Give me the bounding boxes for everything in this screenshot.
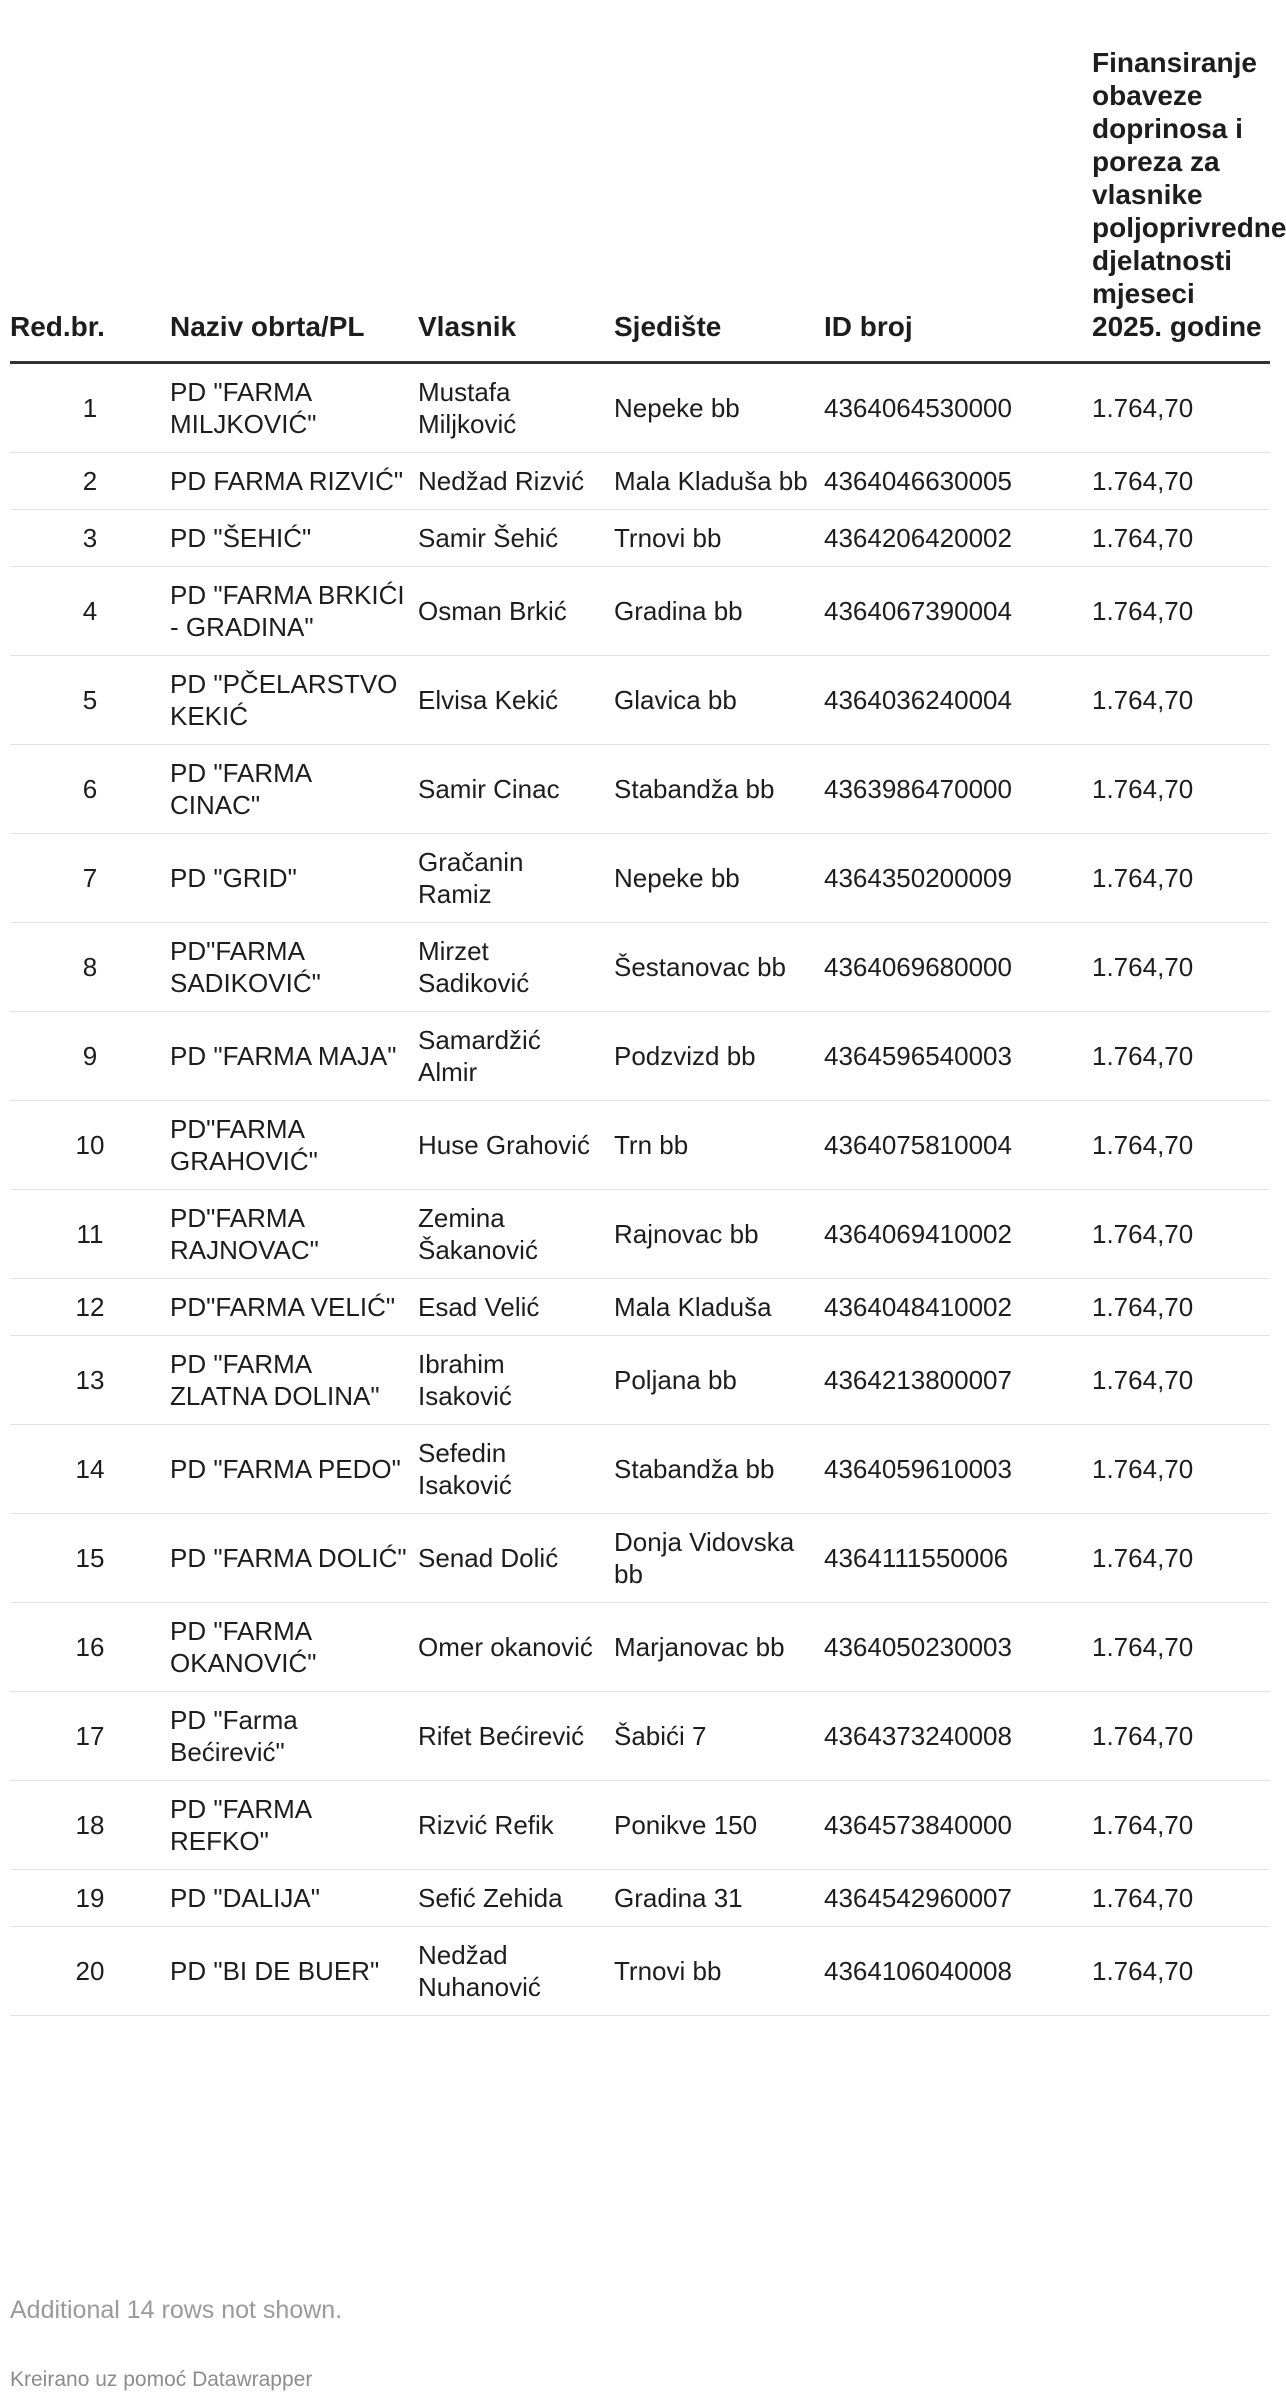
cell-id-broj: 4364059610003 (824, 1425, 1092, 1514)
cell-red-br: 14 (10, 1425, 170, 1514)
cell-naziv: PD "FARMA MILJKOVIĆ" (170, 363, 418, 453)
cell-vlasnik: Rifet Bećirević (418, 1692, 614, 1781)
cell-iznos: 1.764,70 (1092, 1190, 1270, 1279)
cell-naziv: PD "Farma Bećirević" (170, 1692, 418, 1781)
cell-red-br: 3 (10, 510, 170, 567)
table-row (10, 1692, 1270, 1781)
table-row (10, 1781, 1270, 1870)
cell-id-broj: 4364067390004 (824, 567, 1092, 656)
table-row (10, 510, 1270, 567)
table-row (10, 834, 1270, 923)
header-row (10, 0, 1270, 363)
cell-red-br: 1 (10, 363, 170, 453)
cell-red-br: 19 (10, 1870, 170, 1927)
table-row (10, 1425, 1270, 1514)
header-naziv[interactable]: Naziv obrta/PL (170, 0, 418, 363)
cell-vlasnik: Zemina Šakanović (418, 1190, 614, 1279)
table-row (10, 1190, 1270, 1279)
cell-naziv: PD "DALIJA" (170, 1870, 418, 1927)
cell-sjediste: Šestanovac bb (614, 923, 824, 1012)
cell-vlasnik: Rizvić Refik (418, 1781, 614, 1870)
cell-iznos: 1.764,70 (1092, 1692, 1270, 1781)
cell-naziv: PD "FARMA BRKIĆI - GRADINA" (170, 567, 418, 656)
table-row (10, 1101, 1270, 1190)
cell-sjediste: Trnovi bb (614, 1927, 824, 2016)
table-row (10, 656, 1270, 745)
cell-vlasnik: Nedžad Rizvić (418, 453, 614, 510)
cell-vlasnik: Samardžić Almir (418, 1012, 614, 1101)
table-row (10, 567, 1270, 656)
cell-sjediste: Gradina bb (614, 567, 824, 656)
cell-sjediste: Marjanovac bb (614, 1603, 824, 1692)
table-row (10, 1279, 1270, 1336)
cell-sjediste: Stabandža bb (614, 745, 824, 834)
cell-naziv: PD"FARMA VELIĆ" (170, 1279, 418, 1336)
cell-iznos: 1.764,70 (1092, 834, 1270, 923)
cell-naziv: PD "BI DE BUER" (170, 1927, 418, 2016)
cell-naziv: PD"FARMA SADIKOVIĆ" (170, 923, 418, 1012)
cell-sjediste: Glavica bb (614, 656, 824, 745)
cell-red-br: 9 (10, 1012, 170, 1101)
cell-sjediste: Gradina 31 (614, 1870, 824, 1927)
table-row (10, 1012, 1270, 1101)
cell-naziv: PD "PČELARSTVO KEKIĆ (170, 656, 418, 745)
cell-sjediste: Mala Kladuša bb (614, 453, 824, 510)
cell-sjediste: Donja Vidovska bb (614, 1514, 824, 1603)
data-table (10, 0, 1286, 2016)
cell-red-br: 15 (10, 1514, 170, 1603)
cell-vlasnik: Samir Šehić (418, 510, 614, 567)
cell-red-br: 4 (10, 567, 170, 656)
cell-iznos: 1.764,70 (1092, 567, 1270, 656)
header-sjediste[interactable]: Sjedište (614, 0, 824, 363)
cell-vlasnik: Mirzet Sadiković (418, 923, 614, 1012)
cell-vlasnik: Nedžad Nuhanović (418, 1927, 614, 2016)
header-vlasnik[interactable]: Vlasnik (418, 0, 614, 363)
cell-iznos: 1.764,70 (1092, 745, 1270, 834)
cell-id-broj: 4364350200009 (824, 834, 1092, 923)
cell-vlasnik: Elvisa Kekić (418, 656, 614, 745)
cell-id-broj: 4364064530000 (824, 363, 1092, 453)
cell-iznos: 1.764,70 (1092, 1514, 1270, 1603)
cell-id-broj: 4364050230003 (824, 1603, 1092, 1692)
cell-vlasnik: Mustafa Miljković (418, 363, 614, 453)
cell-red-br: 17 (10, 1692, 170, 1781)
cell-id-broj: 4364106040008 (824, 1927, 1092, 2016)
cell-iznos: 1.764,70 (1092, 453, 1270, 510)
cell-red-br: 8 (10, 923, 170, 1012)
rows-not-shown-note: Additional 14 rows not shown. (10, 2296, 343, 2324)
table-row (10, 923, 1270, 1012)
cell-iznos: 1.764,70 (1092, 1101, 1270, 1190)
cell-id-broj: 4364036240004 (824, 656, 1092, 745)
cell-naziv: PD "FARMA ZLATNA DOLINA" (170, 1336, 418, 1425)
cell-red-br: 5 (10, 656, 170, 745)
table-container (10, 0, 1286, 2016)
header-id-broj[interactable]: ID broj (824, 0, 1092, 363)
cell-vlasnik: Ibrahim Isaković (418, 1336, 614, 1425)
cell-id-broj: 4364069680000 (824, 923, 1092, 1012)
cell-vlasnik: Sefedin Isaković (418, 1425, 614, 1514)
cell-naziv: PD "FARMA CINAC" (170, 745, 418, 834)
cell-iznos: 1.764,70 (1092, 510, 1270, 567)
table-row (10, 1870, 1270, 1927)
cell-iznos: 1.764,70 (1092, 923, 1270, 1012)
cell-naziv: PD "ŠEHIĆ" (170, 510, 418, 567)
cell-vlasnik: Osman Brkić (418, 567, 614, 656)
table-row (10, 745, 1270, 834)
table-row (10, 1336, 1270, 1425)
cell-red-br: 13 (10, 1336, 170, 1425)
table-row (10, 1603, 1270, 1692)
cell-naziv: PD "FARMA REFKO" (170, 1781, 418, 1870)
cell-vlasnik: Omer okanović (418, 1603, 614, 1692)
cell-iznos: 1.764,70 (1092, 1927, 1270, 2016)
cell-red-br: 10 (10, 1101, 170, 1190)
cell-vlasnik: Sefić Zehida (418, 1870, 614, 1927)
table-row (10, 1514, 1270, 1603)
cell-iznos: 1.764,70 (1092, 1603, 1270, 1692)
cell-red-br: 11 (10, 1190, 170, 1279)
cell-id-broj: 4364213800007 (824, 1336, 1092, 1425)
cell-sjediste: Trn bb (614, 1101, 824, 1190)
cell-id-broj: 4364596540003 (824, 1012, 1092, 1101)
cell-naziv: PD "FARMA OKANOVIĆ" (170, 1603, 418, 1692)
header-finansiranje[interactable]: Finansiranje obaveze doprinosa i poreza za vlasnike poljoprivredne djelatnosti mjeseci 2025. godine (1092, 0, 1270, 363)
cell-red-br: 16 (10, 1603, 170, 1692)
cell-naziv: PD "FARMA DOLIĆ" (170, 1514, 418, 1603)
cell-vlasnik: Huse Grahović (418, 1101, 614, 1190)
cell-id-broj: 4364046630005 (824, 453, 1092, 510)
cell-red-br: 18 (10, 1781, 170, 1870)
cell-id-broj: 4364048410002 (824, 1279, 1092, 1336)
cell-red-br: 2 (10, 453, 170, 510)
cell-sjediste: Nepeke bb (614, 363, 824, 453)
cell-vlasnik: Samir Cinac (418, 745, 614, 834)
cell-vlasnik: Senad Dolić (418, 1514, 614, 1603)
cell-id-broj: 4364542960007 (824, 1870, 1092, 1927)
cell-sjediste: Stabandža bb (614, 1425, 824, 1514)
cell-sjediste: Trnovi bb (614, 510, 824, 567)
cell-vlasnik: Esad Velić (418, 1279, 614, 1336)
cell-naziv: PD"FARMA RAJNOVAC" (170, 1190, 418, 1279)
cell-red-br: 6 (10, 745, 170, 834)
cell-naziv: PD "FARMA PEDO" (170, 1425, 418, 1514)
table-row (10, 453, 1270, 510)
cell-iznos: 1.764,70 (1092, 1336, 1270, 1425)
cell-sjediste: Šabići 7 (614, 1692, 824, 1781)
cell-iznos: 1.764,70 (1092, 1012, 1270, 1101)
cell-id-broj: 4364373240008 (824, 1692, 1092, 1781)
cell-id-broj: 4364206420002 (824, 510, 1092, 567)
cell-iznos: 1.764,70 (1092, 1279, 1270, 1336)
cell-id-broj: 4364075810004 (824, 1101, 1092, 1190)
cell-iznos: 1.764,70 (1092, 1870, 1270, 1927)
cell-iznos: 1.764,70 (1092, 1425, 1270, 1514)
table-row (10, 363, 1270, 453)
cell-id-broj: 4364573840000 (824, 1781, 1092, 1870)
cell-naziv: PD"FARMA GRAHOVIĆ" (170, 1101, 418, 1190)
cell-sjediste: Rajnovac bb (614, 1190, 824, 1279)
cell-naziv: PD "GRID" (170, 834, 418, 923)
cell-sjediste: Ponikve 150 (614, 1781, 824, 1870)
cell-sjediste: Mala Kladuša (614, 1279, 824, 1336)
cell-sjediste: Podzvizd bb (614, 1012, 824, 1101)
cell-red-br: 7 (10, 834, 170, 923)
cell-sjediste: Nepeke bb (614, 834, 824, 923)
cell-iznos: 1.764,70 (1092, 656, 1270, 745)
table-row (10, 1927, 1270, 2016)
cell-iznos: 1.764,70 (1092, 1781, 1270, 1870)
cell-vlasnik: Gračanin Ramiz (418, 834, 614, 923)
header-red-br[interactable]: Red.br. (10, 0, 170, 363)
datawrapper-credit: Kreirano uz pomoć Datawrapper (10, 2368, 313, 2391)
cell-id-broj: 4364111550006 (824, 1514, 1092, 1603)
cell-naziv: PD "FARMA MAJA" (170, 1012, 418, 1101)
cell-naziv: PD FARMA RIZVIĆ" (170, 453, 418, 510)
cell-red-br: 20 (10, 1927, 170, 2016)
cell-sjediste: Poljana bb (614, 1336, 824, 1425)
cell-id-broj: 4363986470000 (824, 745, 1092, 834)
cell-red-br: 12 (10, 1279, 170, 1336)
cell-iznos: 1.764,70 (1092, 363, 1270, 453)
cell-id-broj: 4364069410002 (824, 1190, 1092, 1279)
